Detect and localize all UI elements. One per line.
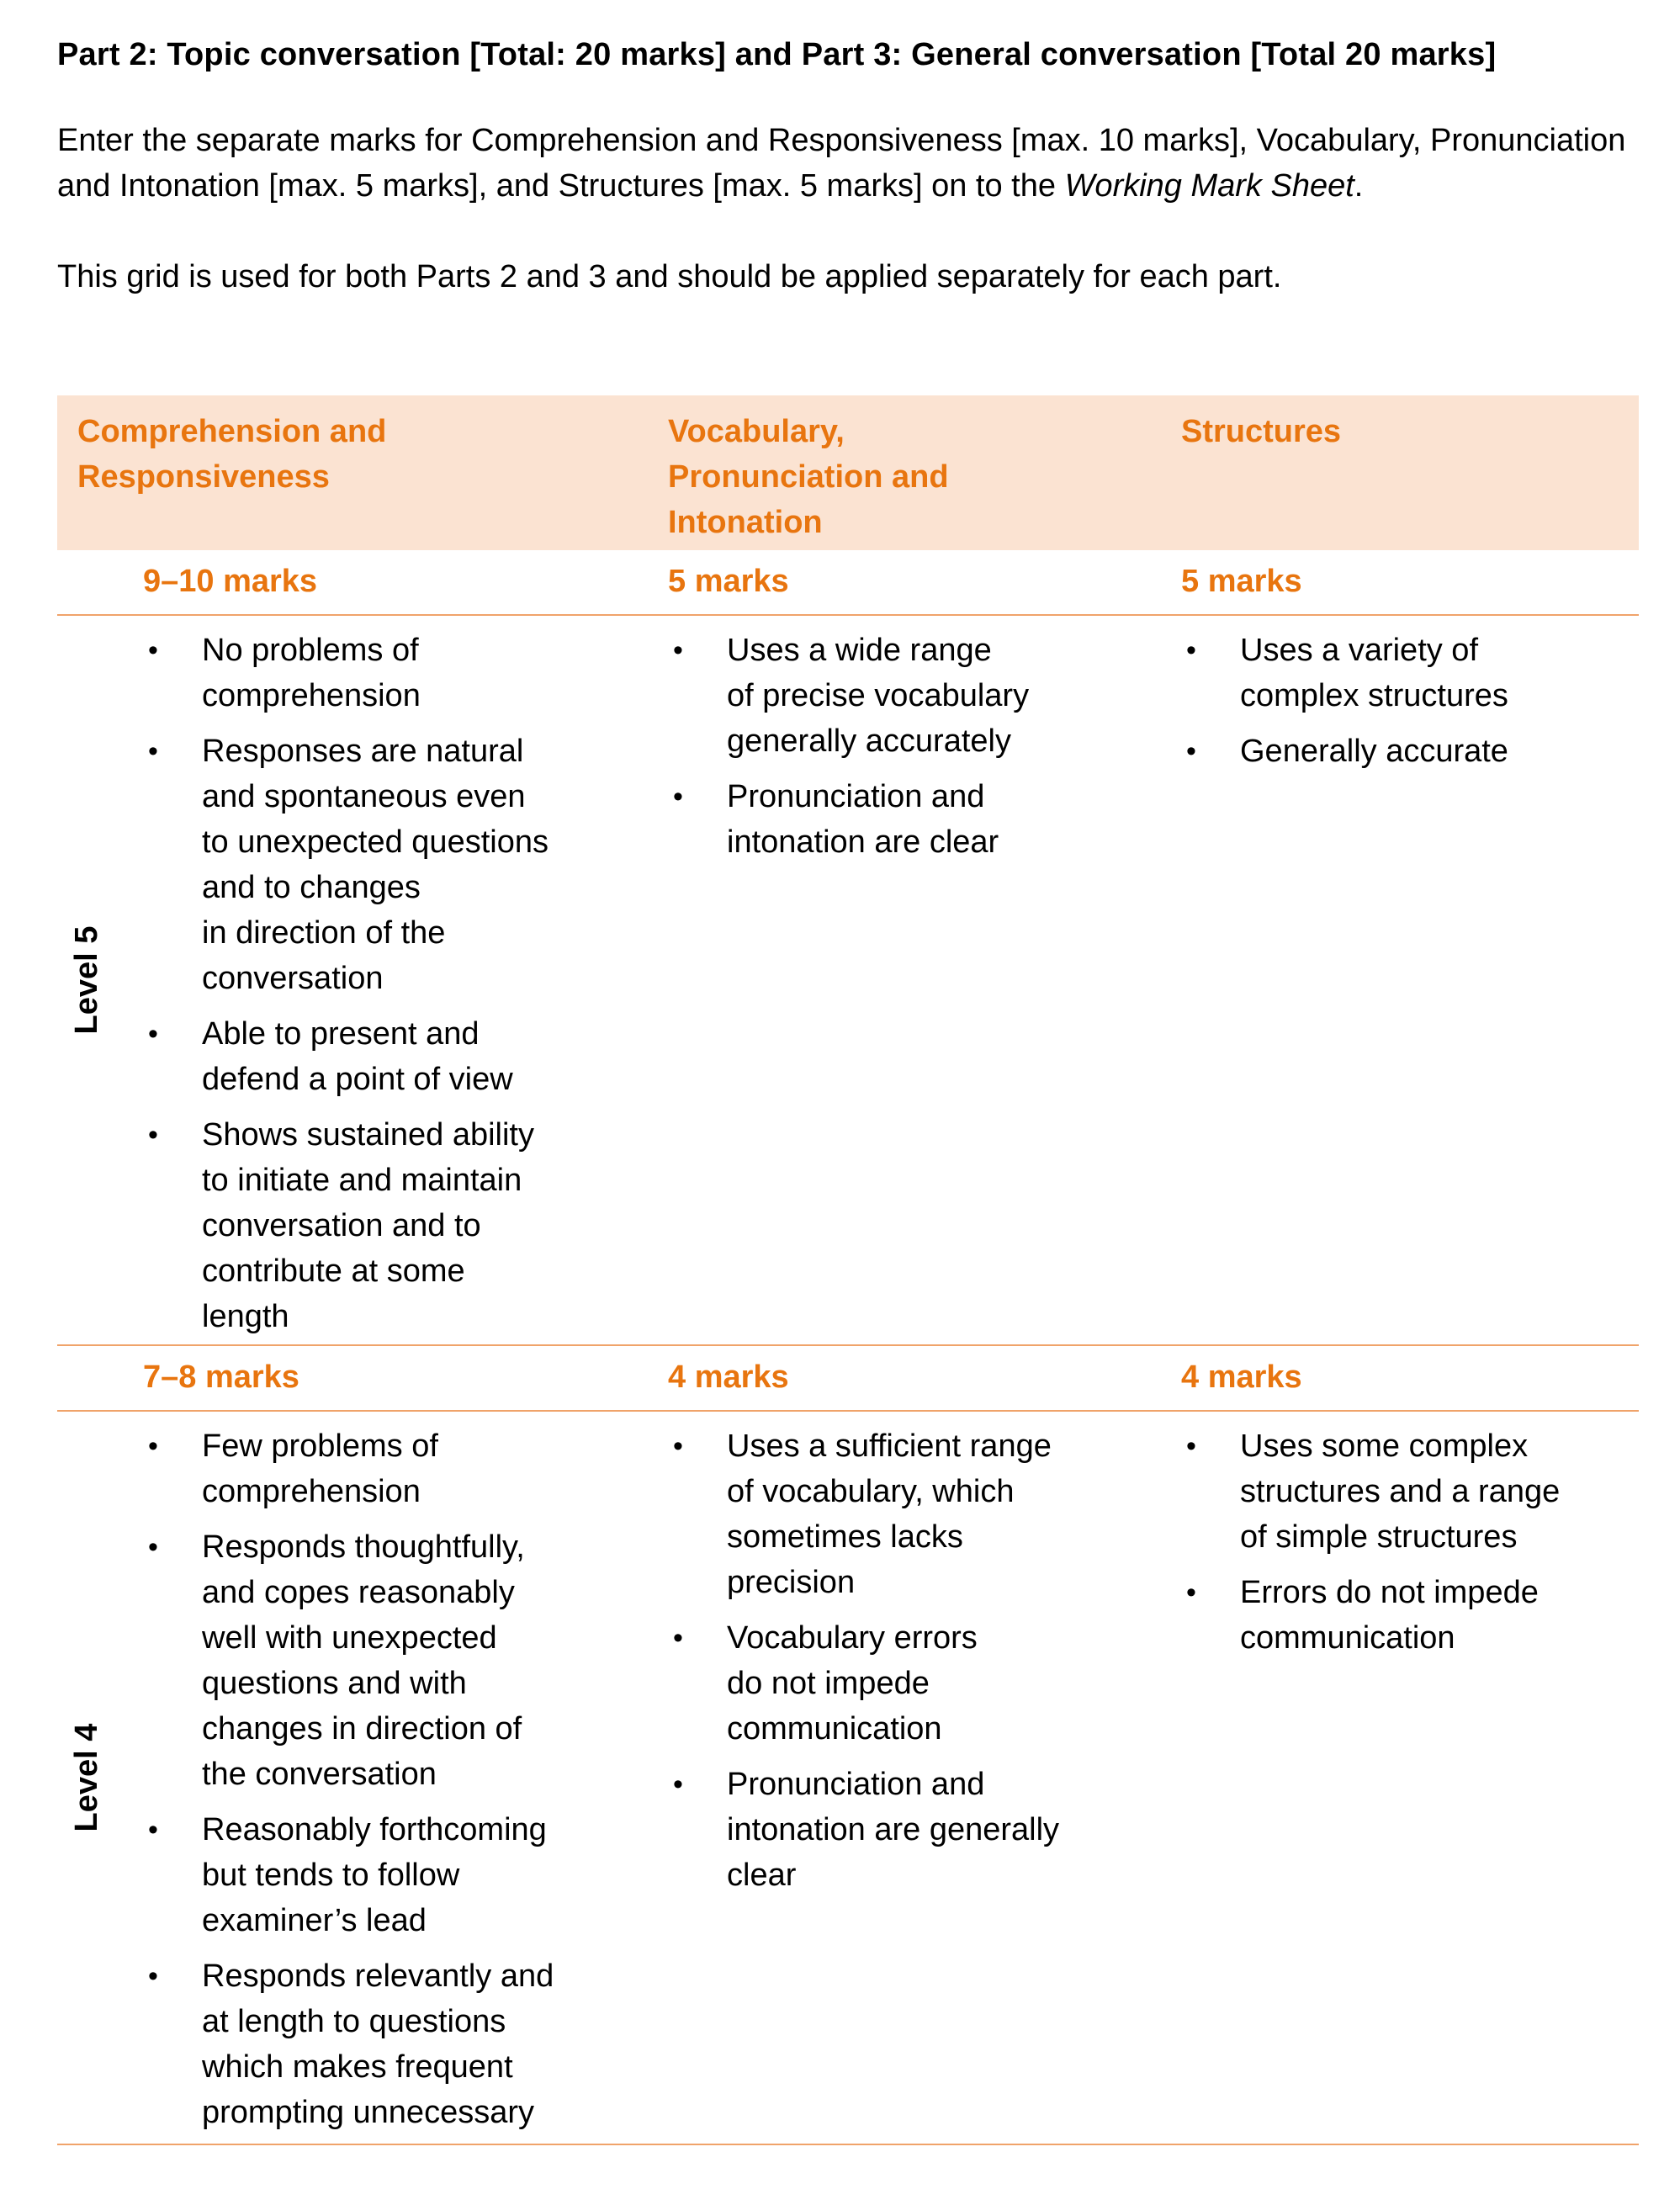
page-title: Part 2: Topic conversation [Total: 20 marks] and Part 3: General conversation [Total 20 marks] bbox=[57, 37, 1497, 72]
marks-structures: 4 marks bbox=[1181, 1360, 1302, 1395]
vocabulary-criteria bbox=[668, 1423, 1139, 1908]
bullet-icon: • bbox=[1186, 634, 1196, 666]
bullet-icon: • bbox=[673, 1768, 683, 1800]
marks-vocabulary: 4 marks bbox=[668, 1360, 789, 1395]
grid-header-row bbox=[57, 395, 1639, 550]
bullet-icon: • bbox=[148, 1430, 158, 1462]
criterion-text: Reasonably forthcoming but tends to follow examiner’s lead bbox=[202, 1812, 547, 1938]
criterion-text: Vocabulary errors do not impede communication bbox=[727, 1620, 978, 1747]
bullet-icon: • bbox=[148, 1119, 158, 1151]
instructions-end: . bbox=[1354, 168, 1364, 204]
criterion-item bbox=[1181, 729, 1619, 774]
criterion-text: Uses a sufficient range of vocabulary, which sometimes lacks precision bbox=[727, 1428, 1052, 1600]
bullet-icon: • bbox=[148, 1814, 158, 1846]
criterion-text: Responses are natural and spontaneous even to unexpected questions and to changes in direction of the conversation bbox=[202, 734, 549, 996]
bullet-icon: • bbox=[673, 1622, 683, 1654]
criterion-item bbox=[1181, 1423, 1619, 1560]
marks-vocabulary: 5 marks bbox=[668, 564, 789, 599]
criterion-text: Pronunciation and intonation are clear bbox=[727, 779, 999, 860]
bullet-icon: • bbox=[148, 1531, 158, 1563]
criterion-item bbox=[668, 774, 1139, 865]
marks-row-level-4 bbox=[57, 1346, 1639, 1412]
marks-comprehension: 7–8 marks bbox=[143, 1360, 299, 1395]
criterion-text: Uses a variety of complex structures bbox=[1240, 633, 1508, 713]
level-label-text: Level 5 bbox=[69, 925, 104, 1035]
criterion-item bbox=[1181, 1570, 1619, 1661]
comprehension-criteria bbox=[143, 628, 614, 1349]
bullet-icon: • bbox=[148, 735, 158, 767]
criterion-item bbox=[143, 1011, 614, 1102]
criterion-text: Errors do not impede communication bbox=[1240, 1575, 1539, 1656]
criterion-item bbox=[668, 1423, 1139, 1605]
level-label bbox=[57, 1412, 116, 2144]
marks-structures: 5 marks bbox=[1181, 564, 1302, 599]
level-label-text: Level 4 bbox=[69, 1723, 104, 1832]
vocabulary-criteria bbox=[668, 628, 1139, 875]
working-mark-sheet-title: Working Mark Sheet bbox=[1064, 168, 1354, 204]
bullet-icon: • bbox=[148, 1960, 158, 1992]
criterion-item bbox=[143, 1953, 614, 2135]
bullet-icon: • bbox=[673, 781, 683, 813]
criterion-text: Uses some complex structures and a range of simple structures bbox=[1240, 1428, 1561, 1555]
criterion-item bbox=[668, 628, 1139, 764]
criterion-item bbox=[143, 729, 614, 1001]
bullet-icon: • bbox=[148, 634, 158, 666]
criterion-text: Responds relevantly and at length to questions which makes frequent prompting unnecessary bbox=[202, 1959, 554, 2130]
bullet-icon: • bbox=[1186, 735, 1196, 767]
criterion-text: No problems of comprehension bbox=[202, 633, 421, 713]
marks-comprehension: 9–10 marks bbox=[143, 564, 318, 599]
instructions-paragraph bbox=[57, 118, 1639, 209]
header-comprehension: Comprehension and Responsiveness bbox=[77, 414, 387, 495]
bullet-icon: • bbox=[673, 1430, 683, 1462]
level-row-5 bbox=[57, 616, 1639, 1346]
criterion-text: Responds thoughtfully, and copes reasonably well with unexpected questions and with changes in direction of the conversation bbox=[202, 1529, 525, 1792]
criterion-item bbox=[143, 1524, 614, 1797]
assessment-grid bbox=[57, 395, 1639, 2145]
criterion-item bbox=[1181, 628, 1619, 718]
header-structures: Structures bbox=[1181, 414, 1342, 449]
bullet-icon: • bbox=[148, 1018, 158, 1050]
criterion-item bbox=[668, 1615, 1139, 1752]
criterion-text: Shows sustained ability to initiate and maintain conversation and to contribute at some length bbox=[202, 1117, 534, 1334]
level-label bbox=[57, 616, 116, 1344]
bullet-icon: • bbox=[673, 634, 683, 666]
criterion-item bbox=[143, 1423, 614, 1514]
criterion-text: Few problems of comprehension bbox=[202, 1428, 438, 1509]
criterion-item bbox=[143, 1807, 614, 1943]
comprehension-criteria bbox=[143, 1423, 614, 2145]
level-row-4 bbox=[57, 1412, 1639, 2145]
criterion-text: Able to present and defend a point of view bbox=[202, 1016, 513, 1097]
grid-note: This grid is used for both Parts 2 and 3 and should be applied separately for each part. bbox=[57, 259, 1282, 294]
criterion-text: Generally accurate bbox=[1240, 734, 1508, 769]
criterion-text: Uses a wide range of precise vocabulary generally accurately bbox=[727, 633, 1030, 759]
header-vocabulary: Vocabulary, Pronunciation and Intonation bbox=[668, 414, 949, 540]
structures-criteria bbox=[1181, 628, 1619, 784]
structures-criteria bbox=[1181, 1423, 1619, 1671]
instructions-text: Enter the separate marks for Comprehension and Responsiveness [max. 10 marks], Vocabulary, Pronunciation and Intonation [max. 5 marks], and Structures [max. 5 marks] on to the bbox=[57, 123, 1626, 204]
criterion-item bbox=[143, 1112, 614, 1339]
criterion-text: Pronunciation and intonation are generally clear bbox=[727, 1767, 1060, 1893]
bullet-icon: • bbox=[1186, 1430, 1196, 1462]
bullet-icon: • bbox=[1186, 1577, 1196, 1609]
criterion-item bbox=[143, 628, 614, 718]
marks-row-level-5 bbox=[57, 550, 1639, 616]
criterion-item bbox=[668, 1762, 1139, 1898]
page-intro bbox=[57, 32, 1639, 299]
